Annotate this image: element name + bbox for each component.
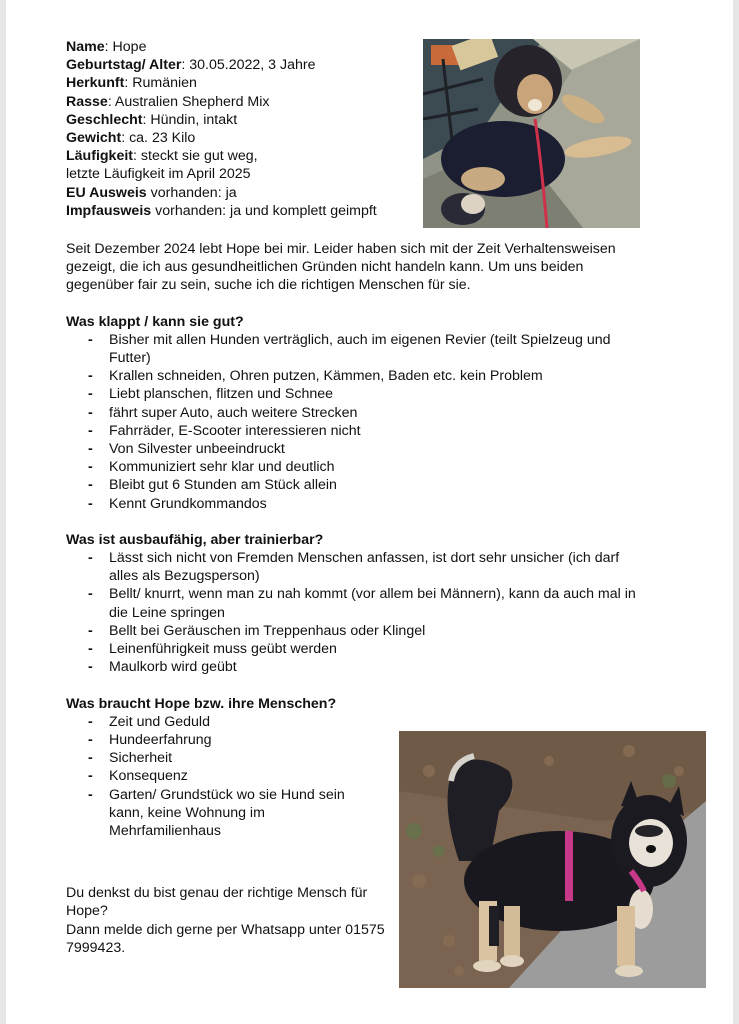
fact-value: 30.05.2022, 3 Jahre: [189, 57, 316, 74]
section-title: Was braucht Hope bzw. ihre Menschen?: [66, 695, 337, 712]
fact-label: Herkunft: [66, 75, 125, 92]
list-item: - Leinenführigkeit muss geübt werden: [66, 640, 649, 658]
trainable-list: [66, 549, 666, 676]
dog-photo-standing-image: [399, 731, 706, 988]
section-strengths: [66, 313, 666, 513]
fact-value: Australien Shepherd Mix: [114, 93, 270, 110]
list-item: - Bleibt gut 6 Stunden am Stück allein: [66, 476, 649, 494]
dog-photo-lying-image: [423, 39, 640, 228]
fact-value: Hope: [112, 39, 147, 55]
fact-label: Impfausweis: [66, 202, 152, 219]
list-item: - Fahrräder, E-Scooter interessieren nicht: [66, 422, 649, 440]
list-item: - Krallen schneiden, Ohren putzen, Kämmen, Baden etc. kein Problem: [66, 367, 649, 385]
intro-paragraph: Seit Dezember 2024 lebt Hope bei mir. Leider haben sich mit der Zeit Verhaltensweisen gezeigt, die ich aus gesundheitlichen Gründen nicht handeln kann. Um uns beiden gegenüber fair zu sein, suche ich die richtigen Menschen für sie.: [66, 241, 616, 294]
fact-label: Name: [66, 39, 105, 55]
list-item: - Bisher mit allen Hunden verträglich, auch im eigenen Revier (teilt Spielzeug und Futter): [66, 331, 649, 367]
list-item: - Garten/ Grundstück wo sie Hund sein kann, keine Wohnung im Mehrfamilienhaus: [66, 786, 356, 841]
fact-sep: :: [104, 39, 113, 55]
fact-value: vorhanden: ja und komplett geimpft: [155, 202, 377, 219]
list-item: - Sicherheit: [66, 749, 356, 767]
list-item: - Lässt sich nicht von Fremden Menschen anfassen, ist dort sehr unsicher (ich darf alles als Bezugsperson): [66, 549, 649, 585]
fact-label: Geburtstag/ Alter: [66, 57, 182, 74]
fact-label: EU Ausweis: [66, 184, 147, 201]
closing-contact: Dann melde dich gerne per Whatsapp unter 01575 7999423.: [66, 921, 385, 956]
list-item: - Bellt bei Geräuschen im Treppenhaus oder Klingel: [66, 622, 649, 640]
fact-value: Rumänien: [132, 75, 197, 92]
fact-value: ca. 23 Kilo: [129, 130, 196, 147]
fact-sep: :: [124, 75, 133, 92]
section-title: Was klappt / kann sie gut?: [66, 313, 244, 330]
list-item: - Zeit und Geduld: [66, 713, 356, 731]
list-item: - Hundeerfahrung: [66, 731, 356, 749]
list-item: - fährt super Auto, auch weitere Strecken: [66, 404, 649, 422]
list-item: - Bellt/ knurrt, wenn man zu nah kommt (vor allem bei Männern), kann da auch mal in die Leine springen: [66, 585, 649, 621]
fact-sep: :: [181, 57, 190, 74]
fact-sep: :: [121, 130, 130, 147]
fact-label: Gewicht: [66, 130, 122, 147]
dog-photo-standing: [399, 731, 706, 988]
strengths-list: [66, 331, 666, 513]
fact-value: vorhanden: ja: [150, 184, 237, 201]
closing-question: Du denkst du bist genau der richtige Mensch für Hope?: [66, 885, 368, 920]
contact-closing: [66, 884, 386, 957]
fact-sep: :: [142, 111, 151, 128]
document-page: [6, 0, 733, 1024]
dog-photo-lying: [423, 39, 640, 228]
fact-label: Geschlecht: [66, 111, 143, 128]
fact-sep: :: [107, 93, 115, 110]
fact-value: Hündin, intakt: [150, 111, 238, 128]
list-item: - Kommuniziert sehr klar und deutlich: [66, 458, 649, 476]
fact-label: Rasse: [66, 93, 108, 110]
list-item: - Von Silvester unbeeindruckt: [66, 440, 649, 458]
section-trainable: [66, 531, 666, 677]
fact-value: steckt sie gut weg,: [140, 148, 258, 165]
fact-sep: :: [133, 148, 141, 165]
list-item: - Liebt planschen, flitzen und Schnee: [66, 385, 649, 403]
section-title: Was ist ausbaufähig, aber trainierbar?: [66, 531, 324, 548]
fact-label: Läufigkeit: [66, 148, 134, 165]
list-item: - Kennt Grundkommandos: [66, 495, 649, 513]
list-item: - Konsequenz: [66, 767, 356, 785]
list-item: - Maulkorb wird geübt: [66, 658, 649, 676]
fact-value: letzte Läufigkeit im April 2025: [66, 166, 251, 183]
